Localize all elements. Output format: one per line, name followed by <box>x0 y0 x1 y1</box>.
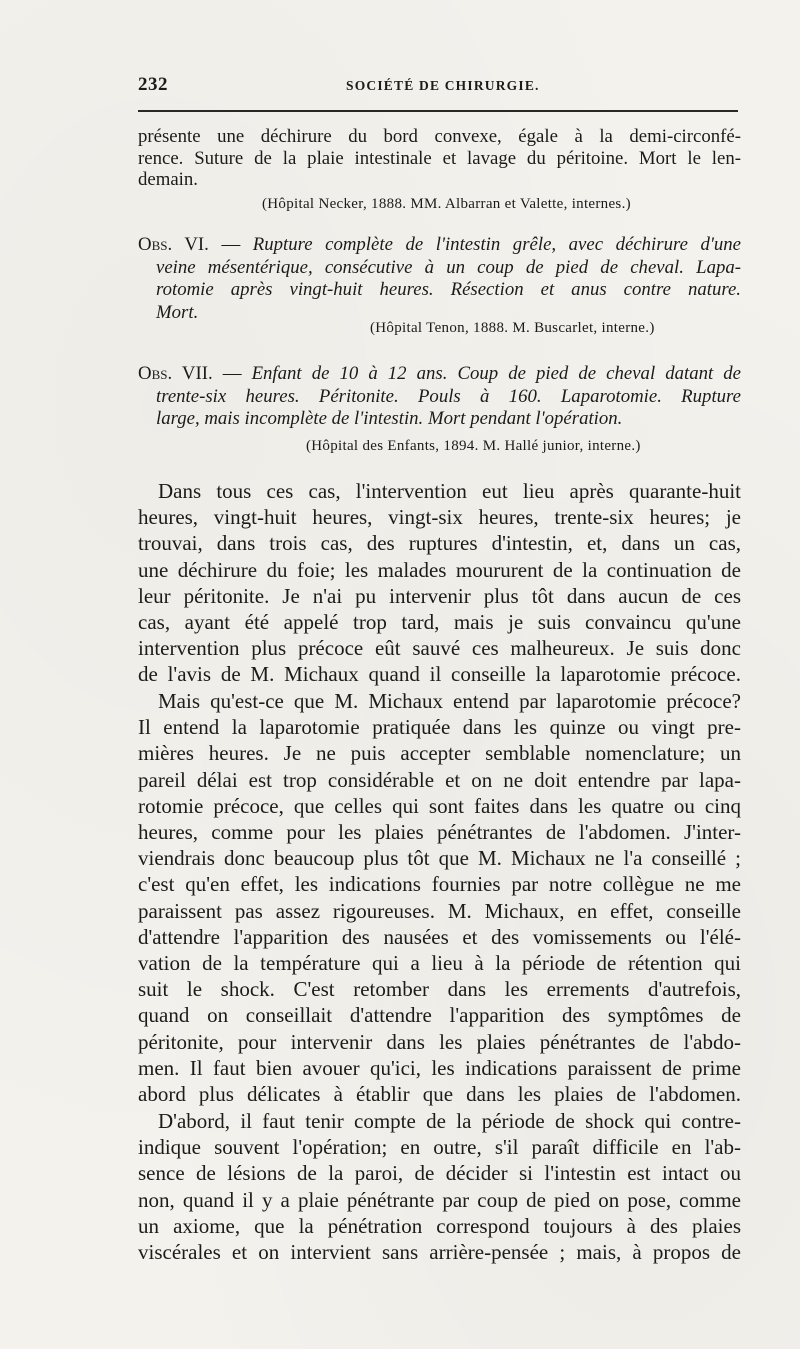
text-line: mières heures. Je ne puis accepter semblable nomenclature; un <box>138 741 741 766</box>
obs7-reference: (Hôpital des Enfants, 1894. M. Hallé junior, interne.) <box>306 438 641 454</box>
text-line: intervention plus précoce eût sauvé ces malheureux. Je suis donc <box>138 636 741 661</box>
text-line: quand on conseillait d'attendre l'apparition des symptômes de <box>138 1003 741 1028</box>
text-line: rotomie précoce, que celles qui sont faites dans les quatre ou cinq <box>138 793 741 818</box>
text-line: viendrais donc beaucoup plus tôt que M. Michaux ne l'a conseillé ; <box>138 846 741 871</box>
observation-6 <box>138 234 741 324</box>
intro-paragraph <box>138 126 741 191</box>
text-line: sence de lésions de la paroi, de décider si l'intestin est intact ou <box>138 1161 741 1186</box>
text-line: viscérales et on intervient sans arrière-pensée ; mais, à propos de <box>138 1240 741 1265</box>
obs7-title-line: Enfant de 10 à 12 ans. Coup de pied de cheval datant de <box>251 363 741 384</box>
text-line: heures, vingt-huit heures, vingt-six heures, trente-six heures; je <box>138 505 741 530</box>
observation-7 <box>138 363 741 431</box>
text-line: vation de la température qui a lieu à la période de rétention qui <box>138 951 741 976</box>
text-line: Il entend la laparotomie pratiquée dans les quinze ou vingt pre- <box>138 715 741 740</box>
text-line: Dans tous ces cas, l'intervention eut lieu après quarante-huit <box>158 479 741 503</box>
obs6-title-line: Rupture complète de l'intestin grêle, avec déchirure d'une <box>252 234 741 255</box>
body-paragraph-1 <box>138 478 741 688</box>
intro-reference: (Hôpital Necker, 1888. MM. Albarran et Valette, internes.) <box>262 196 631 212</box>
obs6-label: Obs. VI. <box>138 234 209 255</box>
text-line: c'est qu'en effet, les indications fournies par notre collègue ne me <box>138 872 741 897</box>
text-line: heures, comme pour les plaies pénétrantes de l'abdomen. J'inter- <box>138 820 741 845</box>
obs7-line: trente-six heures. Péritonite. Pouls à 160. Laparotomie. Rupture <box>156 385 741 407</box>
page-header <box>138 74 738 102</box>
text-line: abord plus délicates à établir que dans les plaies de l'abdomen. <box>138 1082 741 1107</box>
obs6-line: Mort. <box>156 301 199 323</box>
obs6-line: rotomie après vingt-huit heures. Résection et anus contre nature. <box>156 279 741 300</box>
obs6-dash: — <box>221 234 241 255</box>
text-line: une déchirure du foie; les malades moururent de la continuation de <box>138 557 741 582</box>
text-line: présente une déchirure du bord convexe, égale à la demi-circonfé- <box>138 126 741 147</box>
text-line: indique souvent l'opération; en outre, s'il paraît difficile en l'ab- <box>138 1135 741 1160</box>
text-line: péritonite, pour intervenir dans les plaies pénétrantes de l'abdo- <box>138 1029 741 1054</box>
text-line: D'abord, il faut tenir compte de la période de shock qui contre- <box>158 1109 741 1133</box>
text-line: pareil délai est trop considérable et on ne doit entendre par lapa- <box>138 767 741 792</box>
text-line: cas, ayant été appelé trop tard, mais je suis convaincu qu'une <box>138 610 741 635</box>
text-line: d'attendre l'apparition des nausées et des vomissements ou l'élé- <box>138 924 741 949</box>
body-paragraph-2 <box>138 688 741 1107</box>
text-line: men. Il faut bien avouer qu'ici, les indications paraissent de prime <box>138 1055 741 1080</box>
obs7-label: Obs. VII. <box>138 363 213 384</box>
text-line: leur péritonite. Je n'ai pu intervenir plus tôt dans aucun de ces <box>138 583 741 608</box>
text-line: Mais qu'est-ce que M. Michaux entend par laparotomie précoce? <box>158 689 741 713</box>
text-line: de l'avis de M. Michaux quand il conseille la laparotomie précoce. <box>138 662 741 687</box>
obs7-line: large, mais incomplète de l'intestin. Mort pendant l'opération. <box>156 408 623 429</box>
text-line: non, quand il y a plaie pénétrante par coup de pied on pose, comme <box>138 1187 741 1212</box>
text-line: trouvai, dans trois cas, des ruptures d'intestin, et, dans un cas, <box>138 531 741 556</box>
obs6-reference: (Hôpital Tenon, 1888. M. Buscarlet, interne.) <box>370 320 655 336</box>
text-line: suit le shock. C'est retomber dans les errements d'autrefois, <box>138 977 741 1002</box>
text-line: paraissent pas assez rigoureuses. M. Michaux, en effet, conseille <box>138 898 741 923</box>
page-number: 232 <box>138 74 168 95</box>
running-title: SOCIÉTÉ DE CHIRURGIE. <box>346 78 540 93</box>
obs6-line: veine mésentérique, consécutive à un coup de pied de cheval. Lapa- <box>156 256 741 278</box>
text-line: un axiome, que la pénétration correspond toujours à des plaies <box>138 1213 741 1238</box>
obs7-dash: — <box>222 363 242 384</box>
text-line: rence. Suture de la plaie intestinale et lavage du péritoine. Mort le len- <box>138 147 741 169</box>
body-paragraph-3 <box>138 1108 741 1265</box>
text-line: demain. <box>138 169 198 191</box>
header-rule <box>138 110 738 112</box>
